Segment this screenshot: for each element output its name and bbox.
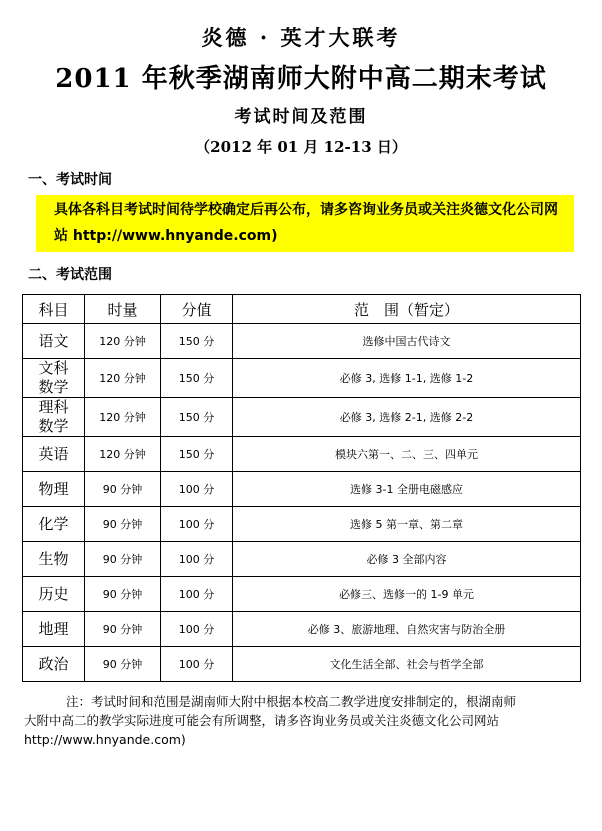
cell-scope: 必修三、选修一的 1-9 单元 bbox=[233, 577, 581, 612]
table-row bbox=[23, 542, 581, 577]
cell-subject: 英语 bbox=[23, 437, 85, 472]
notice-line-2: 注炎德文化公司网站 http://www.hnyande.com) bbox=[54, 202, 558, 244]
table-row bbox=[23, 647, 581, 682]
cell-duration: 90 分钟 bbox=[85, 612, 161, 647]
cell-score: 150 分 bbox=[161, 324, 233, 359]
footer-note-line-2: 大附中高二的教学实际进度可能会有所调整，请多咨询业务员或关注炎德文化公司网站 bbox=[24, 713, 500, 728]
table-row bbox=[23, 437, 581, 472]
cell-scope: 选修 5 第一章、第二章 bbox=[233, 507, 581, 542]
cell-score: 150 分 bbox=[161, 398, 233, 437]
table-header-row bbox=[23, 295, 581, 324]
cell-subject: 理科 数学 bbox=[23, 398, 85, 437]
cell-scope: 文化生活全部、社会与哲学全部 bbox=[233, 647, 581, 682]
section-heading-exam-scope: 二、考试范围 bbox=[28, 267, 112, 283]
column-header-scope: 范 围（暂定） bbox=[233, 295, 581, 324]
table-body bbox=[23, 324, 581, 682]
cell-duration: 90 分钟 bbox=[85, 542, 161, 577]
cell-score: 150 分 bbox=[161, 437, 233, 472]
cell-score: 100 分 bbox=[161, 542, 233, 577]
cell-score: 150 分 bbox=[161, 359, 233, 398]
cell-scope: 模块六第一、二、三、四单元 bbox=[233, 437, 581, 472]
cell-duration: 90 分钟 bbox=[85, 577, 161, 612]
cell-subject: 语文 bbox=[23, 324, 85, 359]
notice-line-1: 具体各科目考试时间待学校确定后再公布，请多咨询业务员或关 bbox=[54, 202, 446, 218]
document-page bbox=[0, 22, 602, 831]
table-row bbox=[23, 398, 581, 437]
cell-duration: 90 分钟 bbox=[85, 647, 161, 682]
column-header-subject: 科目 bbox=[23, 295, 85, 324]
brand-title: 炎德 · 英才大联考 bbox=[201, 25, 401, 50]
cell-subject: 物理 bbox=[23, 472, 85, 507]
cell-subject: 地理 bbox=[23, 612, 85, 647]
cell-duration: 120 分钟 bbox=[85, 437, 161, 472]
cell-score: 100 分 bbox=[161, 577, 233, 612]
cell-scope: 必修 3, 选修 1-1, 选修 1-2 bbox=[233, 359, 581, 398]
column-header-score: 分值 bbox=[161, 295, 233, 324]
cell-scope: 必修 3 全部内容 bbox=[233, 542, 581, 577]
cell-score: 100 分 bbox=[161, 507, 233, 542]
cell-duration: 120 分钟 bbox=[85, 324, 161, 359]
column-header-duration: 时量 bbox=[85, 295, 161, 324]
cell-score: 100 分 bbox=[161, 647, 233, 682]
cell-scope: 必修 3, 选修 2-1, 选修 2-2 bbox=[233, 398, 581, 437]
table-row bbox=[23, 612, 581, 647]
cell-subject: 文科 数学 bbox=[23, 359, 85, 398]
cell-scope: 选修 3-1 全册电磁感应 bbox=[233, 472, 581, 507]
cell-subject: 历史 bbox=[23, 577, 85, 612]
footer-note-line-3: http://www.hnyande.com) bbox=[24, 732, 186, 747]
cell-score: 100 分 bbox=[161, 472, 233, 507]
footer-note-line-1: 注：考试时间和范围是湖南师大附中根据本校高二教学进度安排制定的，根湖南师 bbox=[66, 694, 517, 709]
cell-duration: 90 分钟 bbox=[85, 507, 161, 542]
cell-duration: 120 分钟 bbox=[85, 398, 161, 437]
cell-subject: 政治 bbox=[23, 647, 85, 682]
page-subtitle: 考试时间及范围 bbox=[234, 107, 368, 127]
page-title: 2011 年秋季湖南师大附中高二期末考试 bbox=[55, 64, 547, 94]
section-heading-exam-time: 一、考试时间 bbox=[28, 172, 112, 188]
table-row bbox=[23, 324, 581, 359]
cell-duration: 120 分钟 bbox=[85, 359, 161, 398]
cell-scope: 必修 3、旅游地理、自然灾害与防治全册 bbox=[233, 612, 581, 647]
exam-scope-table bbox=[22, 294, 581, 682]
table-row bbox=[23, 577, 581, 612]
cell-score: 100 分 bbox=[161, 612, 233, 647]
cell-subject: 化学 bbox=[23, 507, 85, 542]
table-row bbox=[23, 472, 581, 507]
table-row bbox=[23, 359, 581, 398]
exam-date-line: （2012 年 01 月 12-13 日） bbox=[195, 138, 407, 156]
footer-note bbox=[24, 692, 576, 749]
cell-subject: 生物 bbox=[23, 542, 85, 577]
cell-scope: 选修中国古代诗文 bbox=[233, 324, 581, 359]
cell-duration: 90 分钟 bbox=[85, 472, 161, 507]
notice-highlight bbox=[36, 195, 574, 252]
table-row bbox=[23, 507, 581, 542]
